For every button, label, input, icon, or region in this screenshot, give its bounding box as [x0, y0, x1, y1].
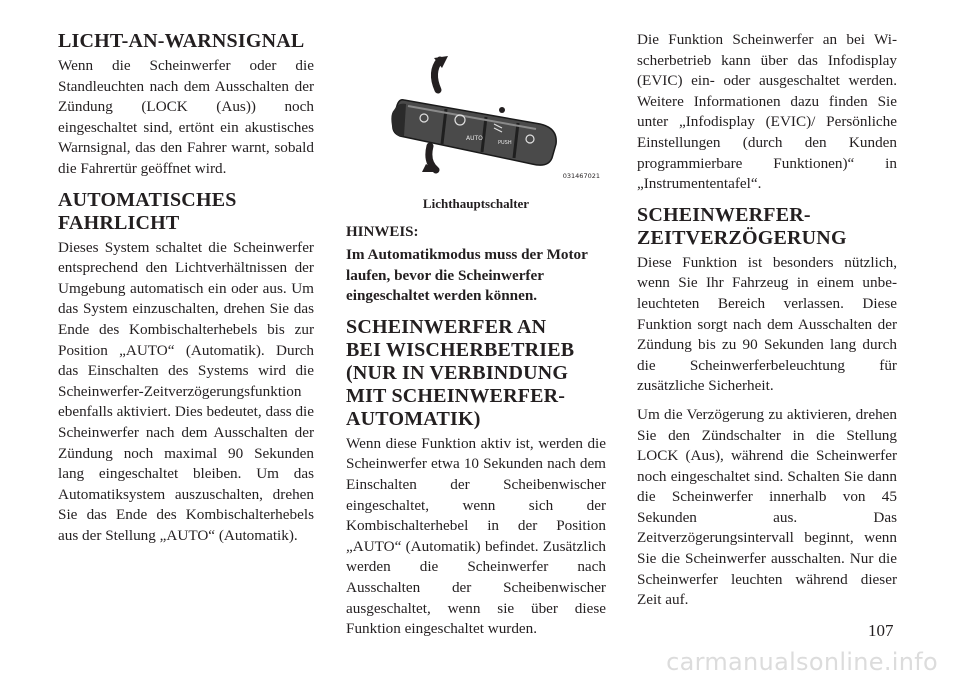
paragraph-zeitverzoegerung-1: Diese Funktion ist besonders nützlich, wenn Sie Ihr Fahrzeug in einem unbeleuchteten Bereich verlassen. Diese Funktion sorgt nach dem Ausschalten der Zündung bis zu 90 Sekunden lang durch die Scheinwerferbeleuchtung für zusätzliche Sicherheit.	[637, 253, 897, 395]
paragraph-automatisches-fahrlicht: Dieses System schaltet die Scheinwerfer entsprechend den Lichtverhältnissen der Umgebung automatisch ein oder aus. Um das System einzuschalten, drehen Sie das Ende des Kombischalterhebels bis zur Position „AUTO“ (Automatik). Durch das Einschalten des Systems wird die Scheinwerfer-Zeitverzögerungsfunktion ebenfalls aktiviert. Dies bedeutet, dass die Scheinwerfer nach dem Ausschalten der Zündung noch maximal 90 Sekunden lang eingeschaltet bleiben. Um das Automatiksystem auszuschalten, drehen Sie das Ende des Kombischalterhebels aus der Stellung „AUTO“ (Automatik).	[58, 238, 314, 544]
figure-id: 031467021	[562, 172, 600, 180]
column-right	[637, 30, 897, 611]
paragraph-funktion-evic: Die Funktion Scheinwerfer an bei Wischerbetrieb kann über das Infodisplay (EVIC) ein- oder ausgeschaltet werden. Weitere Informationen dazu finden Sie unter „Infodisplay (EVIC)/ Persönliche Einstellungen (durch den Kunden programmierbare Funktionen)“ in „Instrumententafel“.	[637, 31, 897, 193]
heading-scheinwerfer-wischerbetrieb: SCHEINWERFER AN BEI WISCHERBETRIEB (NUR IN VERBINDUNG MIT SCHEINWERFER-AUTOMATIK)	[346, 315, 575, 430]
heading-licht-an-warnsignal: LICHT-AN-WARNSIGNAL	[58, 30, 305, 52]
paragraph-zeitverzoegerung-2: Um die Verzögerung zu aktivieren, drehen Sie den Zündschalter in die Stellung LOCK (Aus), während die Scheinwerfer noch eingeschaltet sind. Schalten Sie dann die Scheinwerfer innerhalb von 45 Sekunden aus. Das Zeitverzögerungsintervall beginnt, wenn Sie die Scheinwerfer ausschalten. Nur die Scheinwerfer leuchten während dieser Zeit auf.	[637, 405, 897, 609]
page-number: 107	[868, 621, 894, 640]
rotate-up-arrow-icon	[434, 60, 440, 90]
push-label: PUSH	[498, 140, 512, 146]
paragraph-scheinwerfer-wischerbetrieb: Wenn diese Funktion aktiv ist, werden die Scheinwerfer etwa 10 Sekunden nach dem Einschalten der Scheibenwischer eingeschaltet, wenn sich der Kombischalterhebel in der Position „AUTO“ (Automatik) befindet. Zusätzlich werden die Scheinwerfer nach Ausschalten der Scheibenwischer ausgeschaltet, wenn sie über diese Funktion eingeschaltet wurden.	[346, 434, 606, 638]
headlight-switch-figure	[346, 30, 606, 195]
paragraph-warnsignal: Wenn die Scheinwerfer oder die Standleuchten nach dem Ausschalten der Zündung (LOCK (Aus)) noch eingeschaltet sind, ertönt ein akustisches Warnsignal, das den Fahrer warnt, sobald die Fahrertür geöffnet wird.	[58, 57, 314, 177]
heading-scheinwerfer-zeitverzoegerung: SCHEINWERFER-ZEITVERZÖGERUNG	[637, 203, 847, 249]
column-middle	[346, 30, 606, 640]
rotate-down-arrow-icon	[429, 146, 436, 170]
note-label: HINWEIS:	[346, 224, 419, 240]
note-text: Im Automatikmodus muss der Motor laufen, bevor die Scheinwerfer eingeschaltet werden können.	[346, 246, 588, 305]
heading-automatisches-fahrlicht: AUTOMATISCHES FAHRLICHT	[58, 188, 237, 234]
auto-label: AUTO	[466, 135, 483, 142]
figure-caption: Lichthauptschalter	[422, 196, 530, 211]
column-left	[58, 30, 314, 546]
watermark: carmanualsonline.info	[666, 648, 938, 676]
headlight-switch-illustration	[390, 54, 562, 174]
